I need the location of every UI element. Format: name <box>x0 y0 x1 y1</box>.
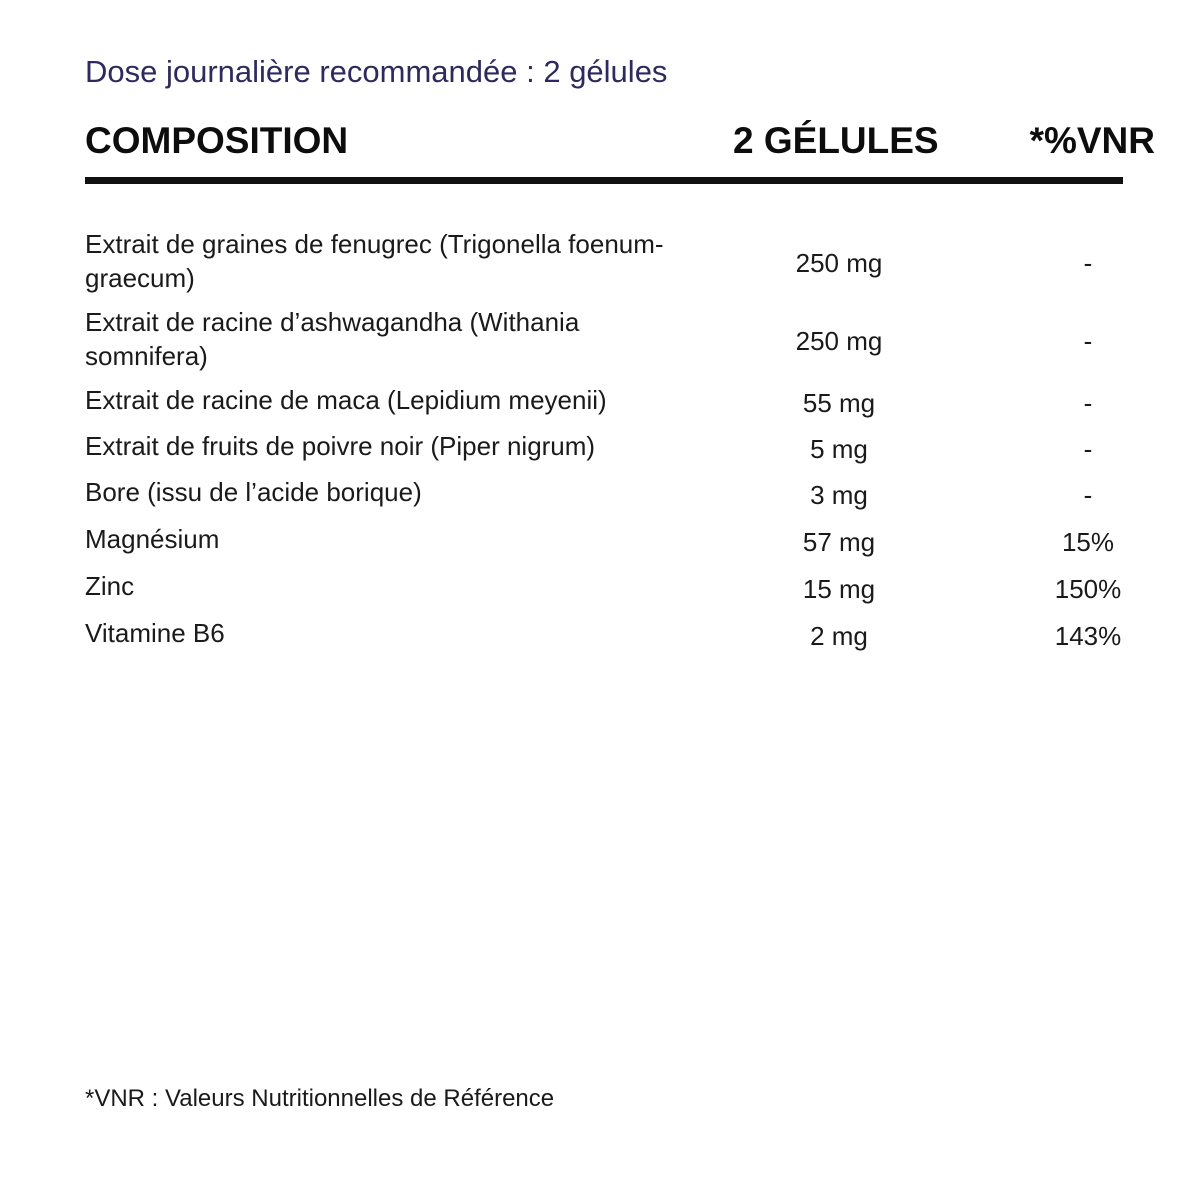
ingredient-vnr: - <box>1083 434 1093 464</box>
ingredient-vnr: - <box>1083 326 1093 356</box>
ingredient-amount: 5 mg <box>810 434 868 464</box>
ingredient-vnr: - <box>1083 248 1093 278</box>
ingredient-name: Vitamine B6 <box>85 618 225 648</box>
daily-dose-text: Dose journalière recommandée : 2 gélules <box>85 54 668 89</box>
ingredient-name: Zinc <box>85 571 135 601</box>
header-divider <box>85 177 1123 184</box>
composition-table <box>85 227 1155 650</box>
ingredient-amount: 250 mg <box>795 326 883 356</box>
table-row <box>85 383 1155 417</box>
header-dose: 2 GÉLULES <box>733 120 939 161</box>
table-row <box>85 522 1155 556</box>
table-row <box>85 616 1155 650</box>
table-header <box>85 120 1155 166</box>
ingredient-name: Extrait de racine d’ashwagandha (Withania somnifera) <box>85 307 580 371</box>
ingredient-amount: 2 mg <box>810 621 868 651</box>
ingredient-amount: 3 mg <box>810 480 868 510</box>
ingredient-name: Extrait de graines de fenugrec (Trigonella foenum-graecum) <box>85 229 664 293</box>
ingredient-vnr: - <box>1083 388 1093 418</box>
ingredient-name: Extrait de racine de maca (Lepidium meyenii) <box>85 385 607 415</box>
ingredient-amount: 15 mg <box>802 574 876 604</box>
ingredient-vnr: 143% <box>1054 621 1122 651</box>
table-row <box>85 305 1155 377</box>
ingredient-amount: 55 mg <box>802 388 876 418</box>
ingredient-amount: 250 mg <box>795 248 883 278</box>
table-row <box>85 475 1155 509</box>
header-vnr: *%VNR <box>1029 120 1155 161</box>
vnr-footnote: *VNR : Valeurs Nutritionnelles de Référence <box>85 1085 555 1112</box>
ingredient-vnr: 15% <box>1061 527 1115 557</box>
ingredient-vnr: - <box>1083 480 1093 510</box>
table-row <box>85 429 1155 463</box>
ingredient-name: Extrait de fruits de poivre noir (Piper nigrum) <box>85 431 596 461</box>
ingredient-amount: 57 mg <box>802 527 876 557</box>
ingredient-vnr: 150% <box>1054 574 1122 604</box>
header-composition: COMPOSITION <box>85 120 349 161</box>
ingredient-name: Magnésium <box>85 524 220 554</box>
table-row <box>85 227 1155 299</box>
table-row <box>85 569 1155 603</box>
ingredient-name: Bore (issu de l’acide borique) <box>85 477 422 507</box>
